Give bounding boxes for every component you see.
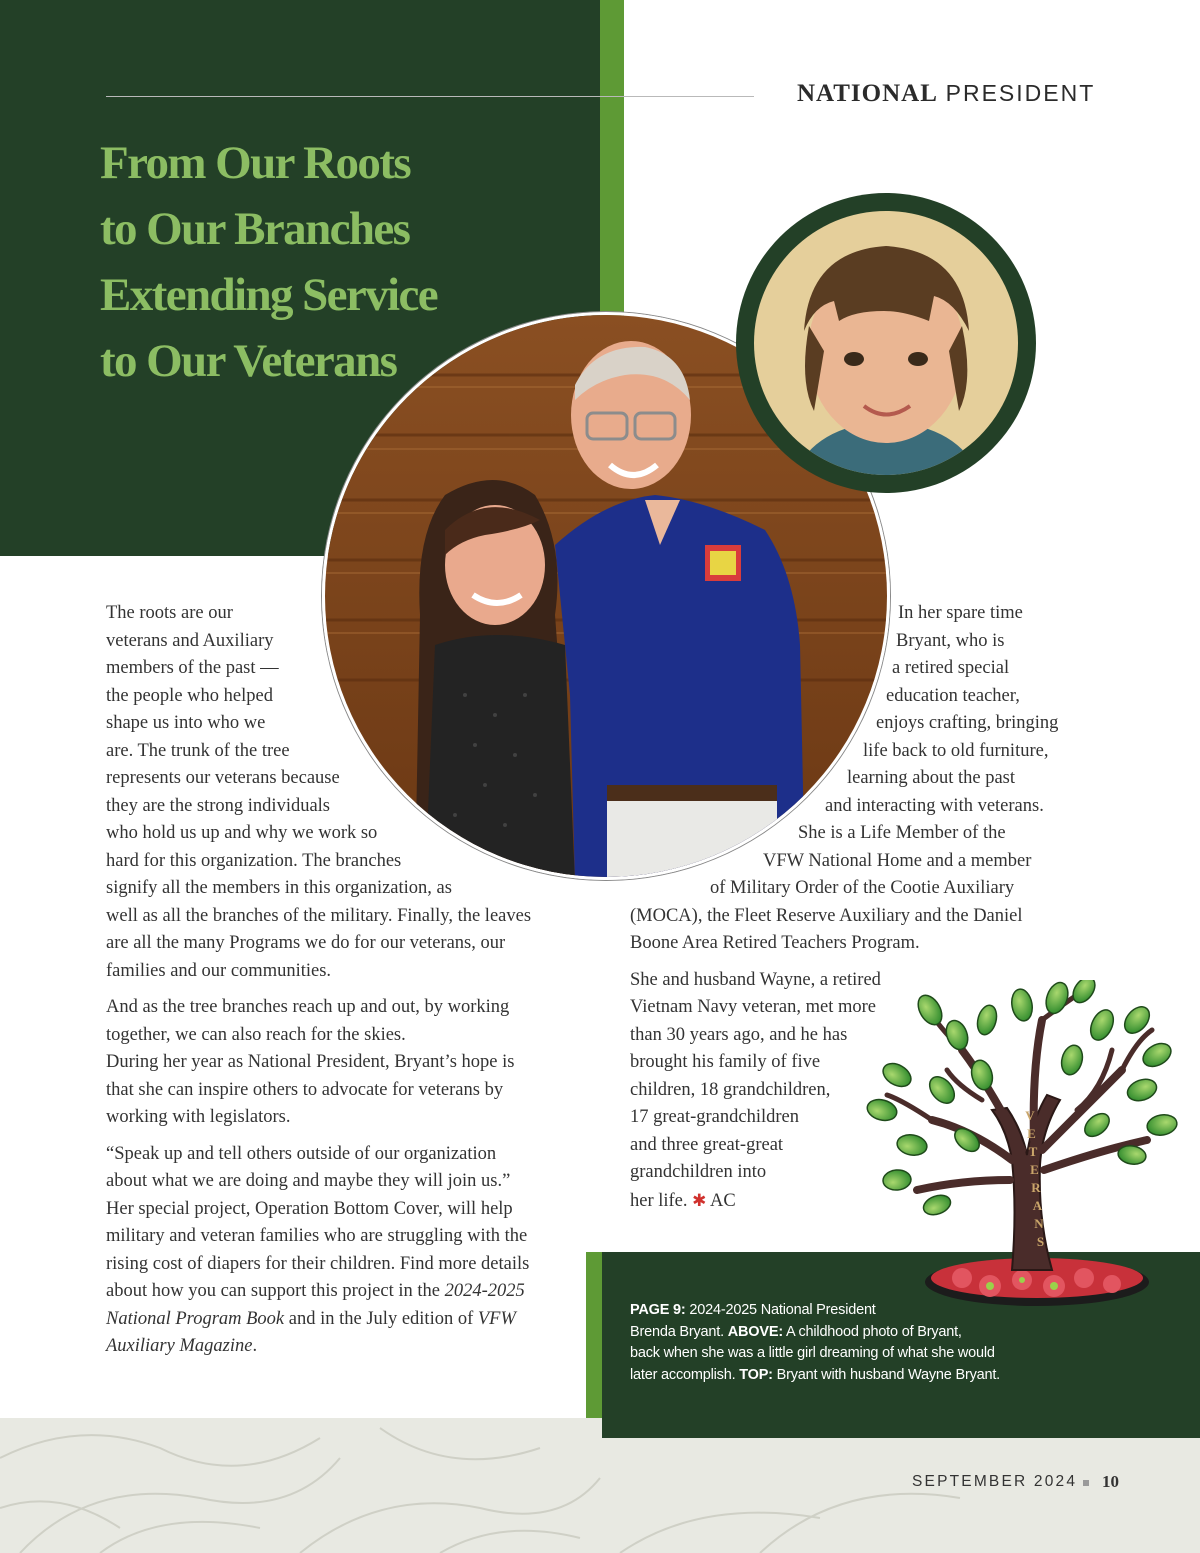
text-line: VFW National Home and a member (763, 850, 1032, 871)
pin-letter: A (1032, 1198, 1043, 1213)
text-line: working with legislators. (106, 1107, 291, 1127)
pin-letter: V (1025, 1108, 1035, 1123)
text-line: During her year as National President, Bryant’s hope is (106, 1052, 515, 1072)
text-line: who hold us up and why we work so (106, 823, 378, 843)
text-line: Vietnam Navy veteran, met more (630, 997, 876, 1017)
caption-text: Bryant with husband Wayne Bryant. (772, 1366, 1001, 1383)
accent-stripe (600, 0, 624, 330)
text-line: that she can inspire others to advocate for veterans by (106, 1079, 504, 1100)
maple-leaf-icon: ✱ (692, 1190, 707, 1210)
pin-letter: S (1036, 1234, 1045, 1249)
text-line: well as all the branches of the military. Finally, the leaves (106, 905, 532, 926)
caption-text: Brenda Bryant. (630, 1323, 728, 1340)
caption-panel-bottom (602, 1418, 1200, 1438)
child-photo-illustration (754, 211, 1018, 475)
section-label (797, 80, 1095, 108)
text-line: veterans and Auxiliary (106, 630, 274, 651)
headline-line: to Our Veterans (100, 335, 397, 387)
text-span: . (252, 1336, 258, 1356)
caption-accent-stripe (586, 1252, 602, 1438)
veterans-tree-pin (862, 980, 1182, 1310)
text-line: children, 18 grandchildren, (630, 1079, 831, 1100)
text-line: brought his family of five (630, 1052, 821, 1072)
text-span: her life. (630, 1190, 688, 1211)
caption-line (630, 1367, 1000, 1383)
text-line: and interacting with veterans. (825, 795, 1044, 816)
text-line: The roots are our (106, 603, 233, 623)
paragraph-spare-time (630, 600, 1080, 958)
headline-line: From Our Roots (100, 137, 411, 189)
text-line: they are the strong individuals (106, 795, 331, 816)
publication-title: 2024-2025 (444, 1281, 525, 1301)
headline-line: Extending Service (100, 269, 438, 321)
paragraph-branches (106, 994, 576, 1132)
author-signoff: AC (710, 1190, 736, 1211)
text-line: She and husband Wayne, a retired (630, 969, 881, 990)
text-line: hard for this organization. The branches (106, 850, 402, 871)
text-line: “Speak up and tell others outside of our organization (106, 1143, 497, 1164)
caption-line (630, 1302, 876, 1318)
text-line: Bryant, who is (896, 630, 1005, 651)
pin-letter: E (1030, 1162, 1039, 1177)
paragraph-project (106, 1141, 576, 1361)
text-line: together, we can also reach for the skies. (106, 1024, 406, 1045)
publication-title: Auxiliary Magazine (106, 1336, 253, 1356)
pin-letter: R (1031, 1180, 1041, 1195)
caption-line (630, 1324, 962, 1340)
text-line: learning about the past (847, 768, 1015, 788)
footer-separator (1083, 1480, 1089, 1486)
text-line: of Military Order of the Cootie Auxiliary (710, 878, 1015, 898)
text-line: enjoys crafting, bringing (876, 713, 1059, 733)
text-line: are. The trunk of the tree (106, 740, 290, 761)
child-photo-frame (736, 193, 1036, 493)
paragraph-roots (106, 600, 576, 985)
text-line (106, 1281, 525, 1301)
caption-text: later accomplish. (630, 1366, 740, 1383)
text-line: grandchildren into (630, 1162, 767, 1182)
text-line: In her spare time (898, 603, 1023, 623)
text-span: and in the July edition of (284, 1308, 478, 1329)
caption-text: A childhood photo of Bryant, (782, 1323, 962, 1340)
text-line: education teacher, (886, 685, 1020, 706)
text-line: She is a Life Member of the (798, 823, 1006, 843)
publication-title: National Program Book (106, 1308, 285, 1329)
caption-label: TOP: (739, 1366, 773, 1383)
text-line: shape us into who we (106, 713, 266, 733)
text-line: signify all the members in this organization, as (106, 878, 452, 898)
text-line: and three great-great (630, 1134, 784, 1155)
pin-letter: N (1034, 1216, 1044, 1231)
text-line: about what we are doing and maybe they will join us.” (106, 1171, 511, 1191)
text-line: (MOCA), the Fleet Reserve Auxiliary and the Daniel (630, 905, 1023, 926)
text-line: rising cost of diapers for their children. Find more details (106, 1253, 530, 1274)
text-line: than 30 years ago, and he has (630, 1024, 848, 1045)
caption-line: back when she was a little girl dreaming of what she would (630, 1345, 995, 1361)
text-line: a retired special (892, 658, 1010, 678)
caption-label: ABOVE: (727, 1323, 783, 1340)
pin-letter: T (1028, 1144, 1038, 1159)
text-line: are all the many Programs we do for our veterans, our (106, 933, 506, 953)
header-rule (106, 96, 754, 97)
headline-line: to Our Branches (100, 203, 410, 255)
photo-caption (630, 1300, 1050, 1386)
pin-letter: E (1027, 1126, 1036, 1141)
text-line: Her special project, Operation Bottom Cover, will help (106, 1198, 513, 1219)
tree-pin-illustration (862, 980, 1182, 1310)
text-span: about how you can support this project in the (106, 1281, 445, 1301)
text-line: life back to old furniture, (863, 740, 1049, 761)
text-line (630, 1191, 736, 1211)
child-photo (754, 211, 1018, 475)
text-line: members of the past — (106, 658, 279, 678)
caption-label: PAGE 9: (630, 1302, 686, 1318)
text-line: 17 great-grandchildren (630, 1107, 799, 1127)
page-number: 10 (1102, 1472, 1119, 1491)
text-line: the people who helped (106, 685, 273, 706)
text-line: families and our communities. (106, 960, 332, 981)
text-line: military and veteran families who are struggling with the (106, 1226, 528, 1246)
section-label-light: PRESIDENT (945, 80, 1096, 106)
text-line: represents our veterans because (106, 768, 340, 788)
section-label-bold: NATIONAL (797, 80, 938, 107)
caption-text: 2024-2025 National President (685, 1302, 876, 1318)
text-line: Boone Area Retired Teachers Program. (630, 933, 920, 953)
text-line: And as the tree branches reach up and out, by working (106, 997, 510, 1017)
issue-date: SEPTEMBER 2024 (912, 1473, 1078, 1490)
text-line (106, 1336, 257, 1356)
article-left-column (106, 600, 576, 1370)
publication-title: VFW (477, 1308, 516, 1329)
text-line (106, 1309, 516, 1329)
